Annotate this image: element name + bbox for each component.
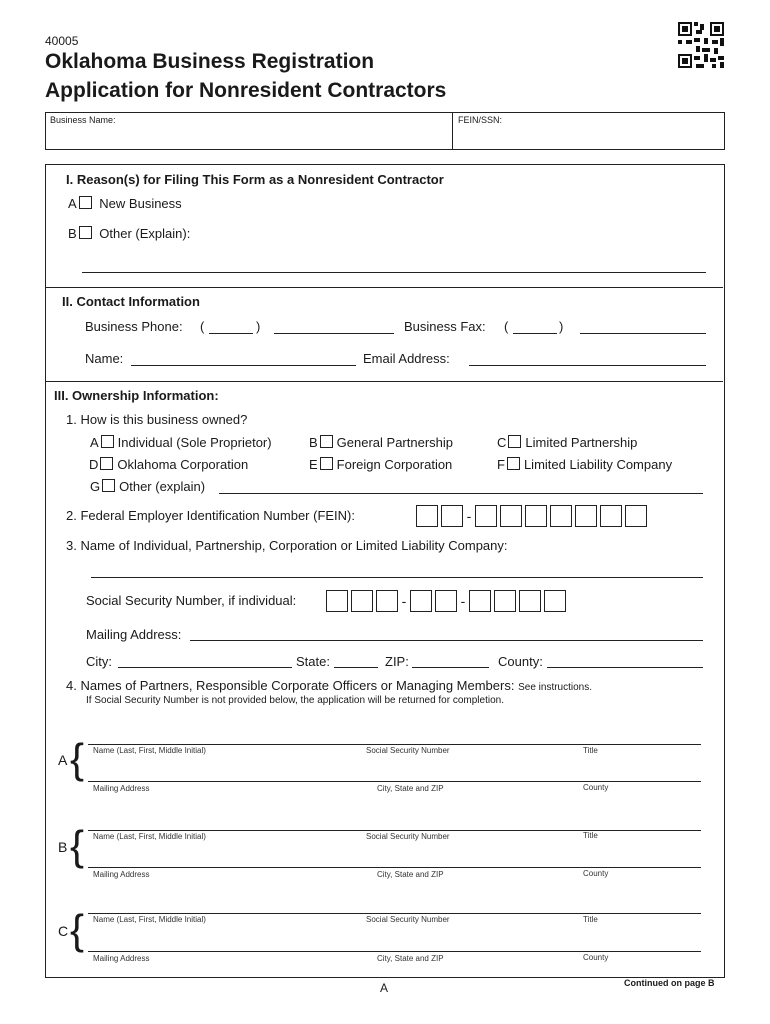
ownership-option-g — [90, 479, 205, 494]
digit-box[interactable] — [376, 590, 398, 612]
city-input[interactable] — [118, 667, 292, 668]
digit-box[interactable] — [326, 590, 348, 612]
section2-heading: II. Contact Information — [62, 294, 200, 309]
ownership-option-d — [89, 457, 248, 472]
member-b-county-label: County — [583, 869, 609, 878]
digit-box[interactable] — [416, 505, 438, 527]
phone-paren-open: ( — [200, 319, 205, 334]
question-4-warning: If Social Security Number is not provided below, the application will be returned for completion. — [86, 695, 504, 706]
digit-box[interactable] — [519, 590, 541, 612]
general-partnership-checkbox[interactable] — [320, 435, 333, 448]
state-label: State: — [296, 654, 330, 669]
member-b-name-label: Name (Last, First, Middle Initial) — [93, 832, 206, 841]
foreign-corporation-checkbox[interactable] — [320, 457, 333, 470]
member-c-name-input[interactable] — [88, 913, 701, 914]
member-c-mailing-label: Mailing Address — [93, 954, 150, 963]
ownership-option-f-letter: F — [497, 457, 505, 472]
other-reason-checkbox[interactable] — [79, 226, 92, 239]
member-a-name-label: Name (Last, First, Middle Initial) — [93, 746, 206, 755]
ownership-option-b — [309, 435, 453, 450]
section-divider — [46, 381, 723, 382]
individual-checkbox[interactable] — [101, 435, 114, 448]
member-b-mailing-label: Mailing Address — [93, 870, 150, 879]
other-ownership-checkbox[interactable] — [102, 479, 115, 492]
digit-box[interactable] — [600, 505, 622, 527]
ownership-option-f — [497, 457, 672, 472]
business-name-input[interactable] — [50, 127, 448, 147]
page-title-line1: Oklahoma Business Registration — [45, 50, 375, 73]
fein-ssn-label: FEIN/SSN: — [458, 115, 503, 125]
member-b-brace: { — [70, 822, 85, 869]
member-a-ssn-label: Social Security Number — [366, 746, 450, 755]
section3-heading: III. Ownership Information: — [54, 388, 219, 403]
digit-box[interactable] — [525, 505, 547, 527]
county-input[interactable] — [547, 667, 703, 668]
ownership-option-c-letter: C — [497, 435, 507, 450]
member-c-city-label: City, State and ZIP — [377, 954, 444, 963]
ownership-option-d-letter: D — [89, 457, 99, 472]
digit-box[interactable] — [494, 590, 516, 612]
email-input[interactable] — [469, 365, 706, 366]
other-explain-label: Other (Explain): — [99, 226, 191, 241]
county-label: County: — [498, 654, 543, 669]
form-number: 40005 — [45, 34, 79, 48]
digit-box[interactable] — [550, 505, 572, 527]
member-c-county-label: County — [583, 953, 609, 962]
new-business-checkbox[interactable] — [79, 196, 92, 209]
ownership-option-g-label: Other (explain) — [119, 479, 206, 494]
member-a-brace: { — [70, 735, 85, 782]
qr-code-icon — [678, 22, 724, 68]
ownership-option-f-label: Limited Liability Company — [523, 457, 673, 472]
member-c-brace: { — [70, 906, 85, 953]
phone-paren-close: ) — [256, 319, 261, 334]
member-b-name-input[interactable] — [88, 830, 701, 831]
ownership-option-b-label: General Partnership — [336, 435, 454, 450]
fax-paren-open: ( — [504, 319, 509, 334]
question-4-text: 4. Names of Partners, Responsible Corporate Officers or Managing Members: — [66, 678, 515, 693]
option-new-business — [68, 196, 182, 211]
business-name-label: Business Name: — [50, 115, 116, 125]
fein-digit-boxes[interactable] — [416, 505, 650, 527]
mailing-address-input[interactable] — [190, 640, 703, 641]
section-divider — [46, 287, 723, 288]
section1-heading: I. Reason(s) for Filing This Form as a Nonresident Contractor — [66, 172, 444, 187]
member-a-county-label: County — [583, 783, 609, 792]
digit-box[interactable] — [441, 505, 463, 527]
digit-box[interactable] — [351, 590, 373, 612]
other-ownership-input[interactable] — [219, 493, 703, 494]
member-b-address-input[interactable] — [88, 867, 701, 868]
member-c-address-input[interactable] — [88, 951, 701, 952]
member-b-city-label: City, State and ZIP — [377, 870, 444, 879]
fax-number-input[interactable] — [580, 333, 706, 334]
zip-input[interactable] — [412, 667, 489, 668]
digit-box[interactable] — [575, 505, 597, 527]
member-a-letter: A — [58, 752, 68, 768]
state-input[interactable] — [334, 667, 378, 668]
member-a-mailing-label: Mailing Address — [93, 784, 150, 793]
member-c-name-label: Name (Last, First, Middle Initial) — [93, 915, 206, 924]
ownership-option-a-letter: A — [90, 435, 99, 450]
option-a-letter: A — [68, 196, 77, 211]
ownership-option-c — [497, 435, 637, 450]
new-business-label: New Business — [99, 196, 182, 211]
other-explain-input[interactable] — [82, 272, 706, 273]
member-b-title-label: Title — [583, 831, 598, 840]
member-a-address-input[interactable] — [88, 781, 701, 782]
contact-name-input[interactable] — [131, 365, 356, 366]
fax-paren-close: ) — [559, 319, 564, 334]
digit-box[interactable] — [500, 505, 522, 527]
digit-box[interactable] — [410, 590, 432, 612]
option-b-letter: B — [68, 226, 77, 241]
phone-area-code-input[interactable] — [209, 333, 253, 334]
ownership-option-e-letter: E — [309, 457, 318, 472]
fein-dash: - — [466, 508, 472, 524]
city-label: City: — [86, 654, 112, 669]
business-info-box — [45, 112, 725, 150]
ownership-option-g-letter: G — [90, 479, 101, 494]
member-a-city-label: City, State and ZIP — [377, 784, 444, 793]
llc-checkbox[interactable] — [507, 457, 520, 470]
zip-label: ZIP: — [385, 654, 409, 669]
question-4-note: See instructions. — [518, 682, 593, 693]
continued-note: Continued on page B — [624, 978, 715, 988]
digit-box[interactable] — [544, 590, 566, 612]
question-4 — [66, 678, 592, 693]
member-a-name-input[interactable] — [88, 744, 701, 745]
fein-ssn-input[interactable] — [456, 127, 720, 147]
box-divider — [452, 113, 453, 149]
page-letter: A — [380, 981, 389, 995]
ownership-option-e — [309, 457, 452, 472]
digit-box[interactable] — [625, 505, 647, 527]
ownership-option-d-label: Oklahoma Corporation — [117, 457, 249, 472]
ownership-option-c-label: Limited Partnership — [525, 435, 638, 450]
limited-partnership-checkbox[interactable] — [508, 435, 521, 448]
member-c-title-label: Title — [583, 915, 598, 924]
ssn-digit-boxes[interactable] — [326, 590, 569, 612]
page-title-line2: Application for Nonresident Contractors — [45, 79, 447, 102]
fax-area-code-input[interactable] — [513, 333, 557, 334]
ownership-option-e-label: Foreign Corporation — [336, 457, 453, 472]
contact-name-label: Name: — [85, 351, 124, 366]
question-2: 2. Federal Employer Identification Number (FEIN): — [66, 508, 355, 523]
question-1: 1. How is this business owned? — [66, 412, 248, 427]
ownership-option-a-label: Individual (Sole Proprietor) — [117, 435, 272, 450]
digit-box[interactable] — [475, 505, 497, 527]
ownership-option-b-letter: B — [309, 435, 318, 450]
ssn-dash: - — [460, 593, 466, 609]
phone-number-input[interactable] — [274, 333, 394, 334]
oklahoma-corporation-checkbox[interactable] — [100, 457, 113, 470]
mailing-address-label: Mailing Address: — [86, 627, 182, 642]
member-c-letter: C — [58, 923, 69, 939]
option-other — [68, 226, 190, 241]
business-fax-label: Business Fax: — [404, 319, 486, 334]
entity-name-input[interactable] — [91, 577, 703, 578]
member-b-ssn-label: Social Security Number — [366, 832, 450, 841]
business-phone-label: Business Phone: — [85, 319, 183, 334]
member-b-letter: B — [58, 839, 68, 855]
ssn-label: Social Security Number, if individual: — [86, 593, 297, 608]
member-c-ssn-label: Social Security Number — [366, 915, 450, 924]
question-3: 3. Name of Individual, Partnership, Corporation or Limited Liability Company: — [66, 538, 508, 553]
digit-box[interactable] — [435, 590, 457, 612]
member-a-title-label: Title — [583, 746, 598, 755]
digit-box[interactable] — [469, 590, 491, 612]
ssn-dash: - — [401, 593, 407, 609]
ownership-option-a — [90, 435, 272, 450]
email-label: Email Address: — [363, 351, 450, 366]
